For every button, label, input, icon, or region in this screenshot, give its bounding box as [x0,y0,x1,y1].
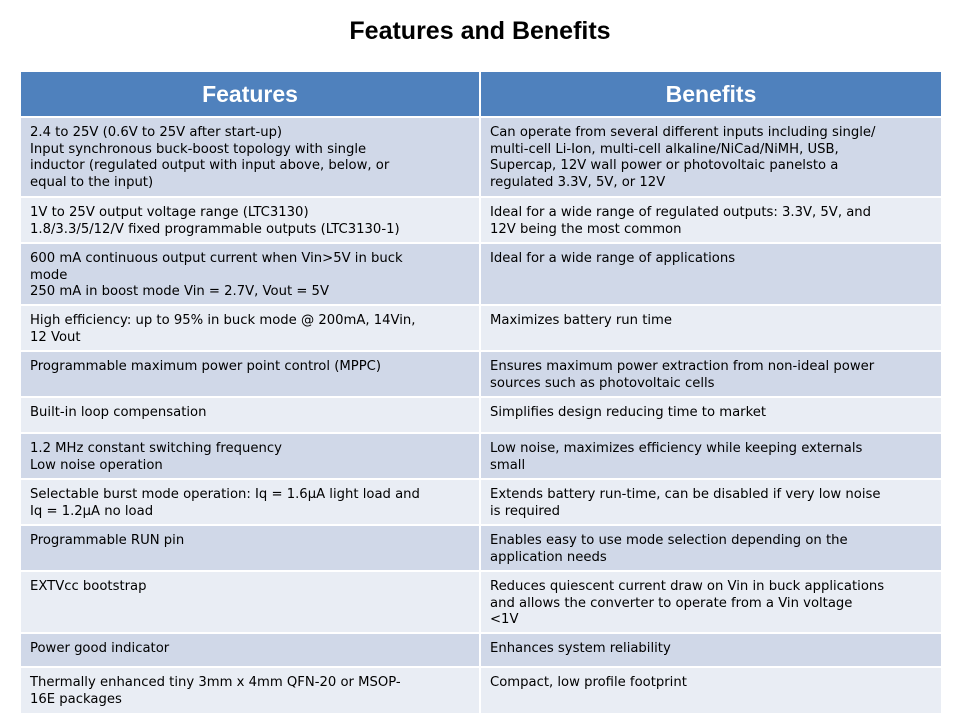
feature-cell-line: mode [30,267,68,283]
feature-cell [21,667,480,713]
feature-cell [21,571,480,633]
benefit-cell [480,243,941,305]
benefit-cell [480,197,941,243]
benefit-cell-line: small [490,457,526,473]
feature-cell-line: Power good indicator [30,641,170,656]
benefit-cell [480,571,941,633]
benefit-cell-line: Compact, low profile footprint [490,675,687,690]
benefit-cell-line: Extends battery run-time, can be disabled if very low noise [490,487,881,502]
feature-cell [21,197,480,243]
benefit-cell [480,397,941,433]
benefit-cell [480,433,941,479]
feature-cell-line: Thermally enhanced tiny 3mm x 4mm QFN-20 or MSOP- [30,675,401,690]
benefit-cell-line: Ideal for a wide range of regulated outputs: 3.3V, 5V, and [490,205,872,220]
table-row [21,397,941,433]
table-row [21,633,941,667]
benefit-cell-line: is required [490,503,560,519]
table-row [21,571,941,633]
feature-cell-line: 1V to 25V output voltage range (LTC3130) [30,205,309,220]
page-title: Features and Benefits [349,17,611,45]
feature-cell [21,525,480,571]
benefit-cell-line: Supercap, 12V wall power or photovoltaic panelsto a [490,158,839,173]
benefit-cell-line: <1V [490,612,519,627]
feature-cell-line: 12 Vout [30,329,81,345]
feature-cell-line: Iq = 1.2µA no load [30,503,154,519]
benefit-cell-line: 12V being the most common [490,221,682,237]
benefit-cell-line: Maximizes battery run time [490,313,672,328]
benefit-cell [480,633,941,667]
benefit-cell [480,351,941,397]
benefit-cell [480,117,941,197]
benefit-cell-line: Enhances system reliability [490,641,671,656]
table-body [21,117,941,713]
feature-cell-line: 1.8/3.3/5/12/V fixed programmable outputs (LTC3130-1) [30,221,400,237]
benefit-cell-line: Simplifies design reducing time to market [490,405,767,420]
feature-cell [21,243,480,305]
feature-cell-line: 600 mA continuous output current when Vin>5V in buck [30,251,403,266]
benefit-cell-line: Low noise, maximizes efficiency while keeping externals [490,441,863,456]
feature-cell-line: inductor (regulated output with input above, below, or [30,158,390,173]
benefit-cell [480,305,941,351]
feature-cell [21,633,480,667]
benefit-cell-line: multi-cell Li-Ion, multi-cell alkaline/NiCad/NiMH, USB, [490,141,839,157]
benefits-column-header: Benefits [480,72,941,117]
feature-cell-line: Programmable maximum power point control (MPPC) [30,359,382,374]
benefit-cell [480,525,941,571]
benefit-cell [480,667,941,713]
feature-cell [21,305,480,351]
benefit-cell-line: Can operate from several different inputs including single/ [490,125,876,140]
features-benefits-table [21,72,941,713]
benefit-cell-line: Ensures maximum power extraction from non-ideal power [490,359,875,374]
feature-cell [21,351,480,397]
table-row [21,117,941,197]
feature-cell [21,397,480,433]
feature-cell-line: Selectable burst mode operation: Iq = 1.6µA light load and [30,487,420,502]
table-row [21,433,941,479]
table-row [21,305,941,351]
feature-cell-line: Programmable RUN pin [30,533,185,548]
table-row [21,525,941,571]
benefit-cell [480,479,941,525]
feature-cell-line: equal to the input) [30,174,154,190]
feature-cell [21,479,480,525]
table-header-row [21,72,941,117]
feature-cell-line: High efficiency: up to 95% in buck mode @ 200mA, 14Vin, [30,313,416,328]
benefit-cell-line: Enables easy to use mode selection depending on the [490,533,848,548]
feature-cell [21,433,480,479]
feature-cell-line: Built-in loop compensation [30,405,207,420]
benefit-cell-line: and allows the converter to operate from a Vin voltage [490,595,853,611]
table-row [21,479,941,525]
table-row [21,667,941,713]
table-row [21,197,941,243]
feature-cell-line: 16E packages [30,691,122,707]
feature-cell-line: 2.4 to 25V (0.6V to 25V after start-up) [30,125,283,140]
benefit-cell-line: application needs [490,549,607,565]
features-column-header: Features [21,72,480,117]
feature-cell-line: 1.2 MHz constant switching frequency [30,441,282,456]
table-row [21,351,941,397]
feature-cell-line: EXTVcc bootstrap [30,579,147,594]
table-row [21,243,941,305]
feature-cell-line: Low noise operation [30,457,163,473]
feature-cell [21,117,480,197]
feature-cell-line: Input synchronous buck-boost topology with single [30,141,367,157]
benefit-cell-line: regulated 3.3V, 5V, or 12V [490,174,666,190]
benefit-cell-line: sources such as photovoltaic cells [490,375,715,391]
feature-cell-line: 250 mA in boost mode Vin = 2.7V, Vout = 5V [30,284,329,299]
benefit-cell-line: Reduces quiescent current draw on Vin in buck applications [490,579,885,594]
benefit-cell-line: Ideal for a wide range of applications [490,251,736,266]
